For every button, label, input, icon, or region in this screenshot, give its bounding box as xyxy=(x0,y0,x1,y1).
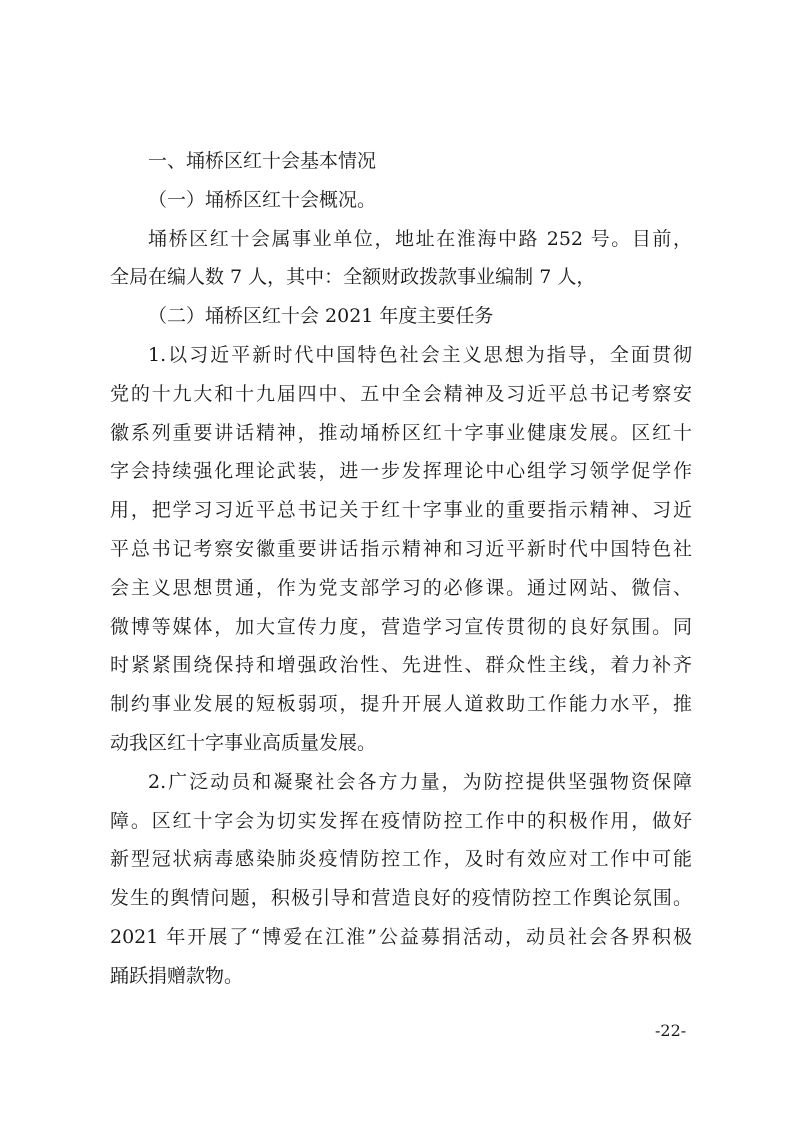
paragraph-line: 时紧紧围绕保持和增强政治性、先进性、群众性主线，着力补齐 xyxy=(110,654,692,677)
paragraph-line: 党的十九大和十九届四中、五中全会精神及习近平总书记考察安 xyxy=(110,382,692,405)
paragraph-line: 微博等媒体，加大宣传力度，营造学习宣传贯彻的良好氛围。同 xyxy=(110,615,692,638)
paragraph-line: 徽系列重要讲话精神，推动埇桥区红十字事业健康发展。区红十 xyxy=(110,421,692,444)
document-body xyxy=(110,142,692,996)
paragraph-line: 2021 年开展了“博爱在江淮”公益募捐活动，动员社会各界积极 xyxy=(110,925,692,948)
paragraph-line: 新型冠状病毒感染肺炎疫情防控工作，及时有效应对工作中可能 xyxy=(110,848,692,871)
subsection-heading-tasks: （二）埇桥区红十会 2021 年度主要任务 xyxy=(148,305,494,328)
paragraph-line: 动我区红十字事业高质量发展。 xyxy=(110,731,377,754)
section-heading: 一、埇桥区红十会基本情况 xyxy=(148,150,377,172)
paragraph-line: 平总书记考察安徽重要讲话指示精神和习近平新时代中国特色社 xyxy=(110,537,692,560)
paragraph-line: 埇桥区红十会属事业单位，地址在淮海中路 252 号。目前， xyxy=(148,227,692,250)
paragraph-line: 会主义思想贯通，作为党支部学习的必修课。通过网站、微信、 xyxy=(110,576,692,599)
paragraph-line: 发生的舆情问题，积极引导和营造良好的疫情防控工作舆论氛围。 xyxy=(110,887,692,910)
paragraph-line: 全局在编人数 7 人，其中：全额财政拨款事业编制 7 人， xyxy=(110,266,596,289)
paragraph-line: 用，把学习习近平总书记关于红十字事业的重要指示精神、习近 xyxy=(110,499,692,522)
paragraph-line: 字会持续强化理论武装，进一步发挥理论中心组学习领学促学作 xyxy=(110,460,692,483)
paragraph-line: 制约事业发展的短板弱项，提升开展人道救助工作能力水平，推 xyxy=(110,693,692,716)
page-number: -22- xyxy=(655,1021,687,1040)
paragraph-line: 障。区红十字会为切实发挥在疫情防控工作中的积极作用，做好 xyxy=(110,809,692,832)
paragraph-line: 2.广泛动员和凝聚社会各方力量，为防控提供坚强物资保障 xyxy=(148,770,692,793)
subsection-heading-overview: （一）埇桥区红十会概况。 xyxy=(148,188,377,211)
paragraph-line: 1.以习近平新时代中国特色社会主义思想为指导，全面贯彻 xyxy=(148,343,692,366)
paragraph-line: 踊跃捐赠款物。 xyxy=(110,964,244,987)
